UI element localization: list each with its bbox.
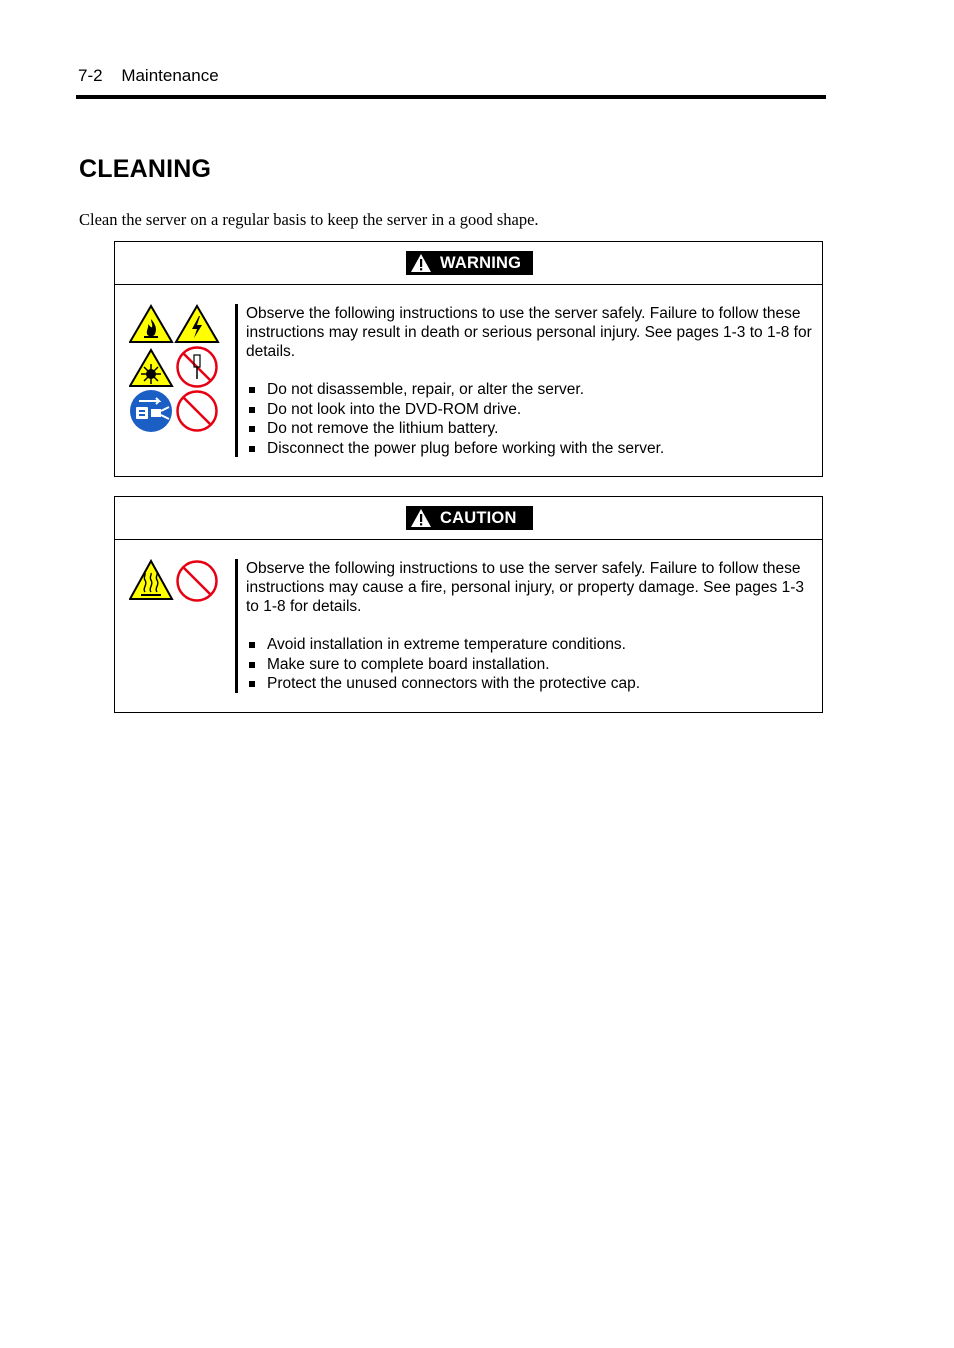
page-header bbox=[78, 66, 219, 86]
caution-header bbox=[115, 497, 822, 540]
no-disassembly-icon bbox=[178, 348, 217, 387]
caution-box bbox=[114, 496, 823, 713]
unplug-icon bbox=[130, 390, 172, 432]
warning-divider-bar bbox=[235, 304, 238, 457]
prohibition-icon bbox=[178, 562, 217, 601]
warning-text: Observe the following instructions to use the server safely. Failure to follow these instructions may result in death or serious personal injury. See pages 1-3 to 1-8 for details. bbox=[246, 305, 812, 360]
warning-list bbox=[246, 380, 818, 458]
caution-badge bbox=[406, 506, 533, 530]
warning-icons bbox=[129, 303, 221, 438]
caution-content bbox=[246, 559, 818, 694]
warning-content bbox=[246, 304, 818, 458]
caution-icons bbox=[129, 558, 221, 609]
page-title: CLEANING bbox=[79, 155, 212, 183]
page-number: 7-2 bbox=[78, 66, 103, 85]
list-item: Do not disassemble, repair, or alter the server. bbox=[246, 380, 818, 400]
warning-label: WARNING bbox=[440, 253, 522, 272]
warning-header bbox=[115, 242, 822, 285]
list-item: Do not remove the lithium battery. bbox=[246, 419, 818, 439]
list-item: Avoid installation in extreme temperature conditions. bbox=[246, 635, 818, 655]
header-divider bbox=[76, 95, 826, 99]
caution-text: Observe the following instructions to use the server safely. Failure to follow these instructions may cause a fire, personal injury, or property damage. See pages 1-3 to 1-8 for details. bbox=[246, 560, 804, 615]
hot-surface-icon bbox=[130, 561, 172, 599]
section-name: Maintenance bbox=[121, 66, 219, 85]
laser-hazard-icon bbox=[130, 350, 172, 386]
list-item: Do not look into the DVD-ROM drive. bbox=[246, 400, 818, 420]
electric-shock-icon bbox=[176, 306, 218, 342]
warning-box bbox=[114, 241, 823, 477]
intro-paragraph: Clean the server on a regular basis to keep the server in a good shape. bbox=[79, 210, 539, 229]
caution-divider-bar bbox=[235, 559, 238, 693]
caution-list bbox=[246, 635, 818, 694]
warning-badge bbox=[406, 251, 533, 275]
fire-hazard-icon bbox=[130, 306, 172, 342]
list-item: Protect the unused connectors with the protective cap. bbox=[246, 674, 818, 694]
caution-label: CAUTION bbox=[440, 508, 517, 527]
list-item: Make sure to complete board installation. bbox=[246, 655, 818, 675]
alert-triangle-icon bbox=[410, 253, 432, 273]
list-item: Disconnect the power plug before working with the server. bbox=[246, 439, 818, 459]
alert-triangle-icon bbox=[410, 508, 432, 528]
prohibition-icon bbox=[178, 392, 217, 431]
